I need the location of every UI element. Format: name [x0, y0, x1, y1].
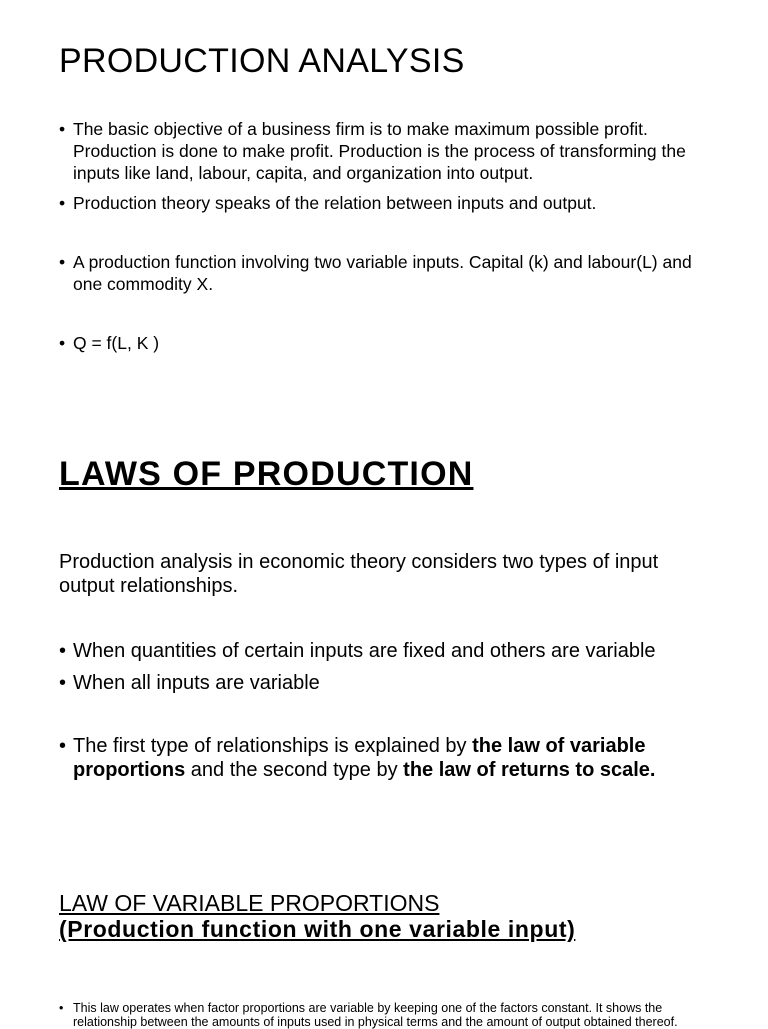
bullet-text: Production theory speaks of the relation between inputs and output. [73, 193, 597, 213]
bullet-text: A production function involving two variable inputs. Capital (k) and labour(L) and one commodity X. [73, 252, 692, 294]
bullet-text: When quantities of certain inputs are fixed and others are variable [73, 640, 656, 662]
laws-intro-paragraph: Production analysis in economic theory considers two types of input output relationships. [59, 551, 659, 597]
law-of-variable-proportions-term: the law of variable proportions [73, 735, 646, 781]
bullet-icon: • [59, 252, 66, 272]
laws-of-production-heading: LAWS OF PRODUCTION [59, 455, 474, 493]
law-of-returns-to-scale-term: the law of returns to scale. [403, 759, 656, 781]
variable-proportions-bullets [59, 1001, 709, 1029]
list-item [59, 639, 719, 663]
law-of-variable-proportions-heading [59, 890, 575, 942]
list-item [59, 734, 719, 782]
heading-line-2: (Production function with one variable input) [59, 916, 576, 942]
bullet-text: The basic objective of a business firm is to make maximum possible profit. Production is done to make profit. Production is the process of transforming the inputs like land, labour, capita, and organization into output. [73, 119, 686, 183]
relationship-text-part1: The first type of relationships is explained by [73, 735, 473, 757]
bullet-icon: • [59, 1001, 64, 1015]
bullet-text: When all inputs are variable [73, 672, 320, 694]
bullet-icon: • [59, 672, 67, 694]
relationship-text-part2: and the second type by [185, 759, 404, 781]
list-item [59, 1001, 709, 1029]
list-item [59, 118, 719, 184]
production-analysis-heading: PRODUCTION ANALYSIS [59, 42, 465, 80]
production-analysis-bullets [59, 118, 719, 354]
list-item [59, 671, 719, 695]
relationship-text [73, 735, 655, 781]
production-function-formula: Q = f(L, K ) [73, 333, 160, 353]
bullet-icon: • [59, 640, 67, 662]
bullet-text: This law operates when factor proportions are variable by keeping one of the factors constant. It shows the relationship between the amounts of inputs used in physical terms and the amount of output obtained thereof. [73, 1001, 678, 1029]
bullet-icon: • [59, 333, 66, 353]
heading-line-1: LAW OF VARIABLE PROPORTIONS [59, 890, 440, 916]
laws-bullets [59, 639, 719, 782]
list-item [59, 332, 719, 354]
bullet-icon: • [59, 193, 66, 213]
bullet-icon: • [59, 119, 66, 139]
bullet-icon: • [59, 735, 67, 757]
list-item [59, 251, 719, 295]
list-item [59, 192, 719, 214]
